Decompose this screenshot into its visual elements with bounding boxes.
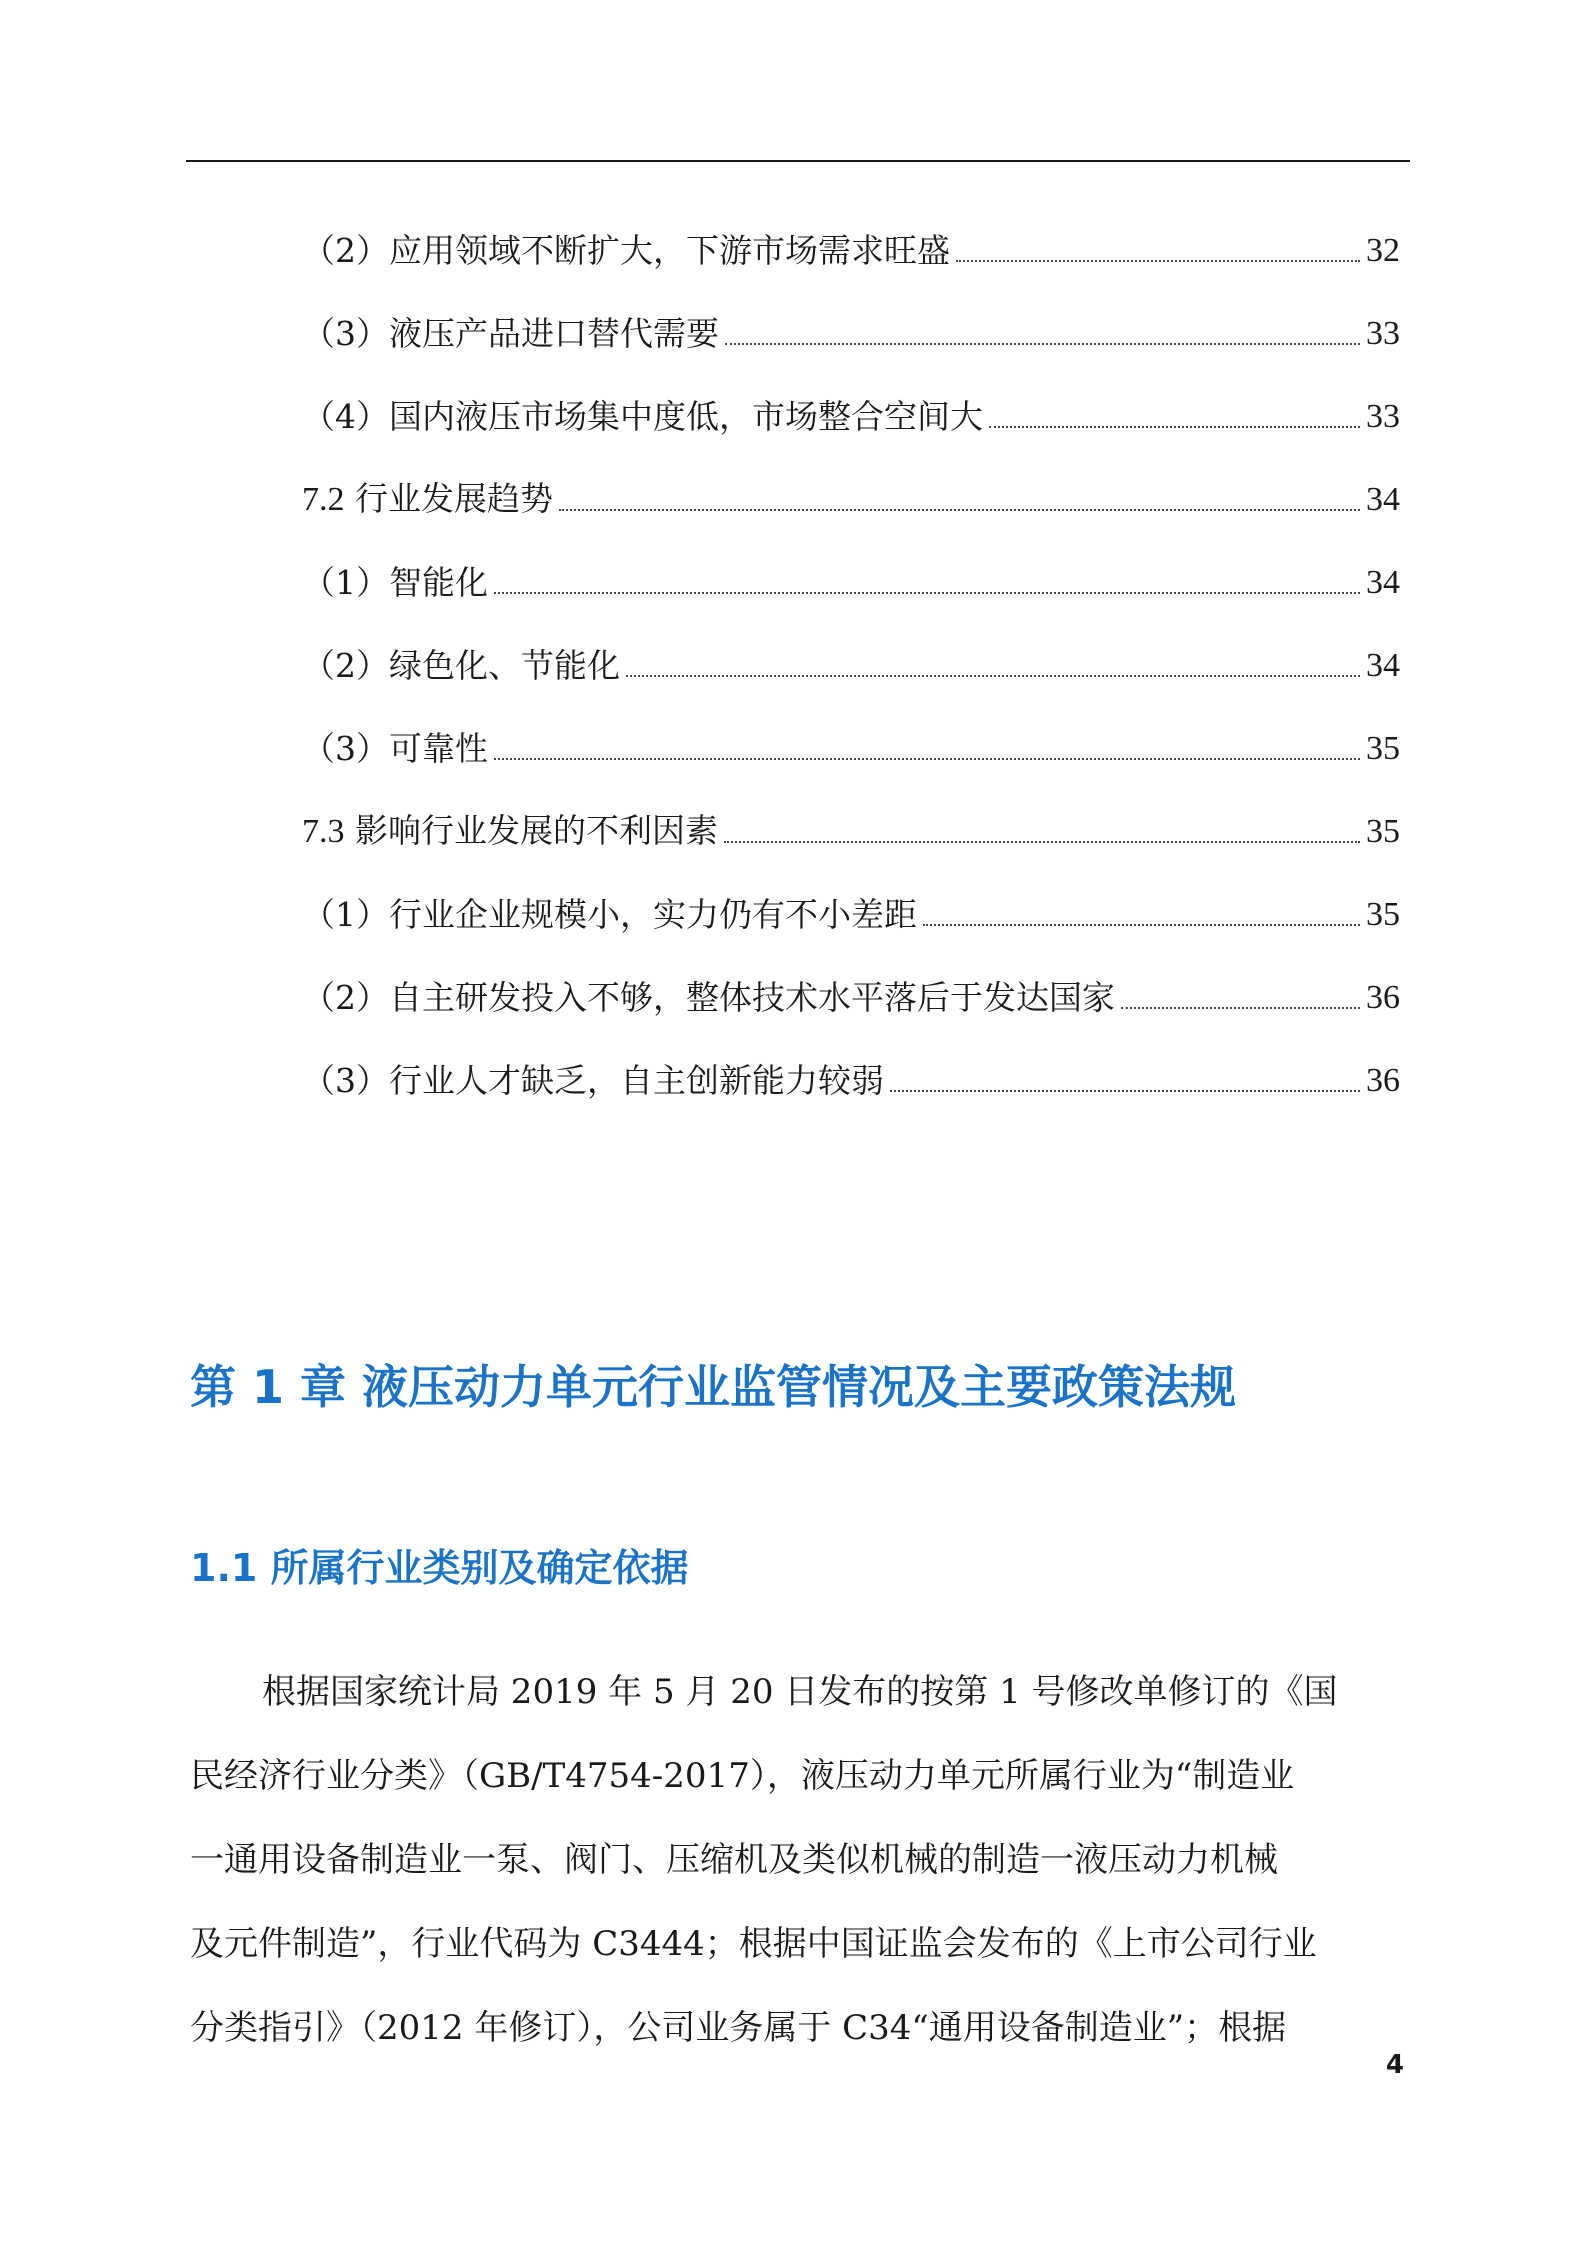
toc-entry[interactable]	[302, 807, 1400, 857]
toc-entry-page: 34	[1366, 481, 1400, 518]
toc-entry-page: 36	[1366, 1062, 1400, 1099]
body-line: 及元件制造”，行业代码为 C3444；根据中国证监会发布的《上市公司行业	[190, 1924, 1317, 1964]
section-title: 1.1 所属行业类别及确定依据	[190, 1546, 689, 1590]
toc-leader-dots	[724, 841, 1360, 843]
body-paragraph	[190, 1650, 1404, 2070]
toc-section-title: 影响行业发展的不利因素	[355, 811, 718, 850]
header-rule	[186, 160, 1410, 162]
toc-section-number: 7.3	[302, 813, 345, 850]
toc-entry[interactable]	[302, 558, 1400, 608]
toc-entry-label: （3）可靠性	[302, 729, 488, 768]
toc-entry[interactable]	[302, 641, 1400, 691]
toc-leader-dots	[989, 426, 1360, 428]
toc-entry-page: 36	[1366, 979, 1400, 1016]
toc-entry-label: （2）应用领域不断扩大，下游市场需求旺盛	[302, 231, 950, 270]
toc-entry[interactable]	[302, 973, 1400, 1023]
toc-entry[interactable]	[302, 1056, 1400, 1106]
toc-leader-dots	[559, 509, 1360, 511]
toc-entry-page: 35	[1366, 813, 1400, 850]
toc-leader-dots	[890, 1090, 1360, 1092]
page-number: 4	[1385, 2050, 1404, 2080]
toc-entry[interactable]	[302, 309, 1400, 359]
toc-entry-page: 32	[1366, 232, 1400, 269]
toc-entry[interactable]	[302, 890, 1400, 940]
body-line: 分类指引》（2012 年修订），公司业务属于 C34“通用设备制造业”；根据	[190, 2008, 1287, 2048]
toc-leader-dots	[923, 924, 1360, 926]
toc-entry-label: （4）国内液压市场集中度低，市场整合空间大	[302, 397, 983, 436]
toc-section-title: 行业发展趋势	[355, 479, 553, 518]
toc-entry-page: 34	[1366, 647, 1400, 684]
toc-leader-dots	[626, 675, 1360, 677]
toc-section-number: 7.2	[302, 481, 345, 518]
toc-entry-page: 35	[1366, 730, 1400, 767]
toc-entry-label: （2）绿色化、节能化	[302, 646, 620, 685]
body-line: 一通用设备制造业一泵、阀门、压缩机及类似机械的制造一液压动力机械	[190, 1840, 1278, 1880]
toc-entry-page: 34	[1366, 564, 1400, 601]
toc-leader-dots	[956, 260, 1360, 262]
toc-entry[interactable]	[302, 226, 1400, 276]
toc-leader-dots	[725, 343, 1360, 345]
body-line: 根据国家统计局 2019 年 5 月 20 日发布的按第 1 号修改单修订的《国	[262, 1672, 1338, 1712]
toc-entry-label	[302, 474, 553, 525]
toc-entry[interactable]	[302, 392, 1400, 442]
toc-entry[interactable]	[302, 475, 1400, 525]
toc-entry-label: （2）自主研发投入不够，整体技术水平落后于发达国家	[302, 978, 1115, 1017]
toc-entry-label: （3）液压产品进口替代需要	[302, 314, 719, 353]
toc-entry[interactable]	[302, 724, 1400, 774]
toc-leader-dots	[1121, 1007, 1360, 1009]
toc-entry-label: （1）行业企业规模小，实力仍有不小差距	[302, 895, 917, 934]
toc-entry-page: 33	[1366, 398, 1400, 435]
toc-leader-dots	[494, 758, 1360, 760]
body-line: 民经济行业分类》（GB/T4754-2017），液压动力单元所属行业为“制造业	[190, 1756, 1295, 1796]
toc-leader-dots	[494, 592, 1360, 594]
toc-entry-page: 33	[1366, 315, 1400, 352]
chapter-title: 第 1 章 液压动力单元行业监管情况及主要政策法规	[190, 1360, 1237, 1414]
toc-entry-page: 35	[1366, 896, 1400, 933]
toc-entry-label: （1）智能化	[302, 563, 488, 602]
toc-entry-label	[302, 806, 718, 857]
toc-entry-label: （3）行业人才缺乏，自主创新能力较弱	[302, 1061, 884, 1100]
